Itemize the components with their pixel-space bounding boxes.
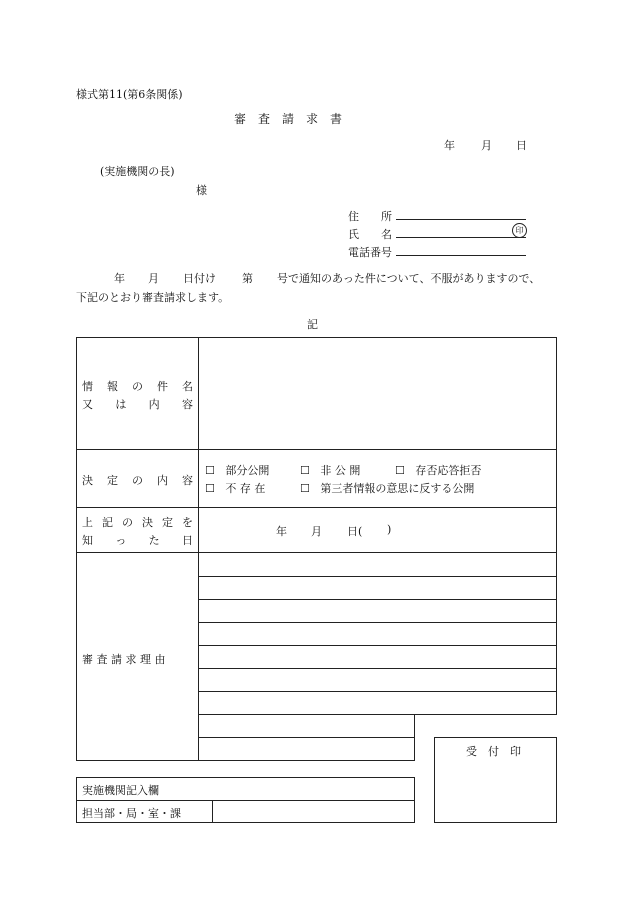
option-non-disclosure[interactable]: ☐ 非 公 開 [300,464,361,477]
info-contents-label: 又 は 内 容 [82,398,193,411]
body-day-ref: 日付け [183,272,216,285]
body-number-prefix: 第 [242,272,253,285]
body-line2: 下記のとおり審査請求します。 [76,291,230,304]
info-content-field[interactable] [200,339,554,447]
known-date-label-2: 知 っ た 日 [82,534,193,547]
info-name-label: 情 報 の 件 名 [82,380,193,393]
seal-icon: 印 [512,223,527,238]
office-use-title: 実施機関記入欄 [82,784,159,797]
date-day: 日 [516,139,527,152]
form-label: 様式第11(第6条関係) [76,88,183,101]
phone-field[interactable] [396,255,526,256]
known-date-month: 月 [311,525,322,538]
body-year: 年 [114,272,125,285]
office-dept-label: 担当部・局・室・課 [82,807,181,820]
known-date-year: 年 [276,525,287,538]
receipt-stamp-label: 受 付 印 [466,745,521,758]
office-dept-field[interactable] [214,802,412,820]
known-date-day: 日( [347,525,363,538]
body-month: 月 [148,272,159,285]
body-line1-tail: 号で通知のあった件について、不服がありますので、 [277,272,541,285]
reason-field[interactable] [200,554,554,758]
option-partial-disclosure[interactable]: ☐ 部分公開 [205,464,270,477]
checkbox-icon[interactable]: ☐ [205,482,215,495]
checkbox-icon[interactable]: ☐ [300,482,310,495]
option-nonexistent[interactable]: ☐ 不 存 在 [205,482,266,495]
checkbox-icon[interactable]: ☐ [300,464,310,477]
name-field[interactable] [396,237,526,238]
address-label: 住 所 [348,210,392,223]
checkbox-icon[interactable]: ☐ [205,464,215,477]
date-month: 月 [481,139,492,152]
option-third-party-disclosure[interactable]: ☐ 第三者情報の意思に反する公開 [300,482,475,495]
name-label: 氏 名 [348,228,392,241]
addressee-org: (実施機関の長) [100,165,175,178]
phone-label: 電話番号 [348,246,392,259]
reason-label: 審 査 請 求 理 由 [82,653,166,666]
decision-label: 決 定 の 内 容 [82,474,193,487]
known-date-close: ) [387,523,392,536]
addressee-honorific: 様 [196,184,207,197]
date-year: 年 [444,139,455,152]
known-date-label-1: 上 記 の 決 定 を [82,516,193,529]
page-title: 審 査 請 求 書 [234,112,343,126]
checkbox-icon[interactable]: ☐ [395,464,405,477]
address-field[interactable] [396,219,526,220]
option-refusal-existence[interactable]: ☐ 存否応答拒否 [395,464,482,477]
ki-heading: 記 [307,318,318,331]
